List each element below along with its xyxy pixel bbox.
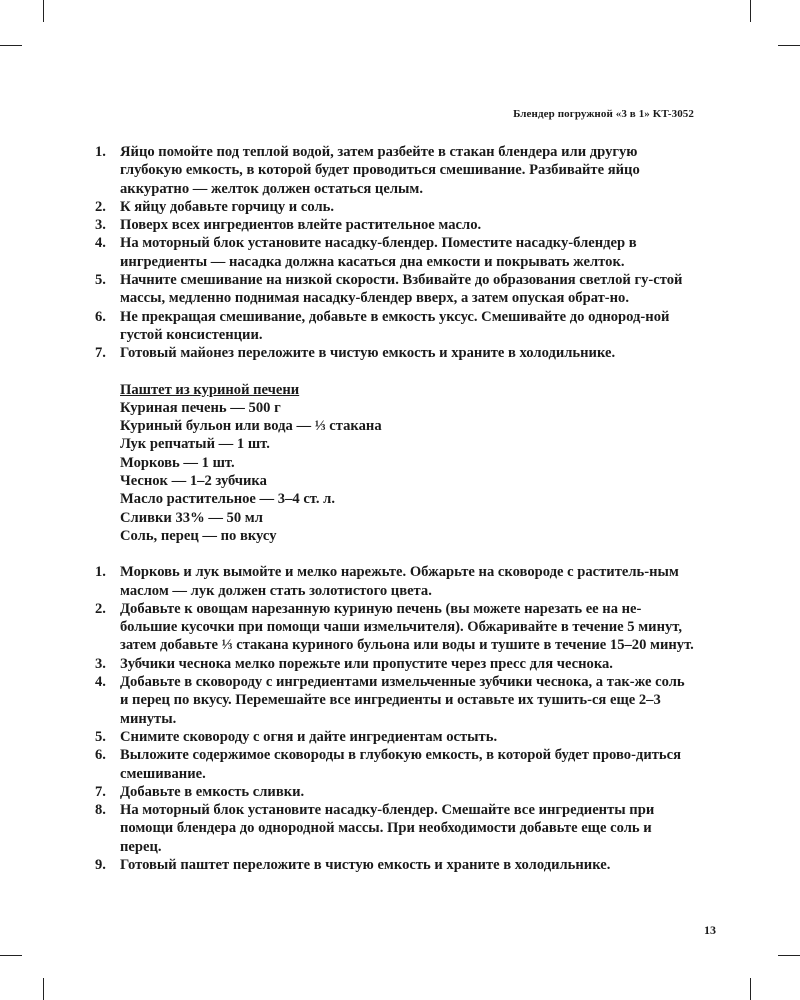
ingredient: Сливки 33% — 50 мл bbox=[120, 509, 263, 526]
ingredient: Соль, перец — по вкусу bbox=[120, 527, 277, 544]
ingredient: Масло растительное — 3–4 ст. л. bbox=[120, 491, 335, 508]
crop-mark bbox=[778, 955, 800, 956]
page-number: 13 bbox=[704, 923, 716, 937]
crop-mark bbox=[43, 978, 44, 1000]
list-item: 6. Не прекращая смешивание, добавьте в емкость уксус. Смешивайте до однород-ной густой консистенции. bbox=[95, 308, 670, 343]
list-item: 4. На моторный блок установите насадку-блендер. Поместите насадку-блендер в ингредиенты — насадка должна касаться дна емкости и покрывать желток. bbox=[95, 235, 637, 270]
list-item: 2. К яйцу добавьте горчицу и соль. bbox=[95, 198, 334, 215]
list-item: 7. Готовый майонез переложите в чистую емкость и храните в холодильнике. bbox=[95, 345, 616, 362]
list-item: 5. Начните смешивание на низкой скорости. Взбивайте до образования светлой гу-стой массы, медленно поднимая насадку-блендер вверх, а затем опуская обрат-но. bbox=[95, 272, 683, 307]
crop-mark bbox=[778, 45, 800, 46]
list-item: 4. Добавьте в сковороду с ингредиентами измельченные зубчики чеснока, а так-же соль и перец по вкусу. Перемешайте все ингредиенты и оставьте их тушить-ся еще 2–3 минуты. bbox=[95, 674, 685, 727]
list-item: 6. Выложите содержимое сковороды в глубокую емкость, в которой будет прово-диться смешивание. bbox=[95, 747, 681, 782]
ingredient: Чеснок — 1–2 зубчика bbox=[120, 473, 267, 490]
list-item: 3. Поверх всех ингредиентов влейте растительное масло. bbox=[95, 217, 482, 234]
crop-mark bbox=[0, 955, 22, 956]
running-header: Блендер погружной «3 в 1» KT-3052 bbox=[513, 108, 694, 120]
ingredient: Морковь — 1 шт. bbox=[120, 454, 235, 471]
list-item: 7. Добавьте в емкость сливки. bbox=[95, 783, 305, 800]
list-item: 5. Снимите сковороду с огня и дайте ингредиентам остыть. bbox=[95, 728, 498, 745]
crop-mark bbox=[0, 45, 22, 46]
pate-recipe bbox=[120, 381, 695, 546]
list-item: 8. На моторный блок установите насадку-блендер. Смешайте все ингредиенты при помощи блендера до однородной массы. При необходимости добавьте еще соль и перец. bbox=[95, 802, 655, 855]
recipe-title: Паштет из куриной печени bbox=[120, 381, 300, 398]
ingredient: Лук репчатый — 1 шт. bbox=[120, 436, 270, 453]
list-item: 9. Готовый паштет переложите в чистую емкость и храните в холодильнике. bbox=[95, 856, 611, 873]
crop-mark bbox=[750, 978, 751, 1000]
ingredient: Куриная печень — 500 г bbox=[120, 399, 281, 416]
ingredient: Куриный бульон или вода — ⅓ стакана bbox=[120, 418, 382, 435]
page-content bbox=[95, 143, 695, 874]
list-item: 1. Морковь и лук вымойте и мелко нарежьте. Обжарьте на сковороде с раститель-ным маслом — лук должен стать золотистого цвета. bbox=[95, 564, 679, 599]
pate-steps bbox=[95, 563, 695, 874]
list-item: 3. Зубчики чеснока мелко порежьте или пропустите через пресс для чеснока. bbox=[95, 655, 613, 672]
list-item: 2. Добавьте к овощам нарезанную куриную печень (вы можете нарезать ее на не-большие кусочки при помощи чаши измельчителя). Обжаривайте в течение 5 минут, затем добавьте ⅓ стакана куриного бульона или воды и тушите в течение 15–20 минут. bbox=[95, 600, 694, 654]
list-item: 1. Яйцо помойте под теплой водой, затем разбейте в стакан блендера или другую глубокую емкость, в которой будет проводиться смешивание. Разбивайте яйцо аккуратно — желток должен остаться целым. bbox=[95, 144, 640, 197]
crop-mark bbox=[43, 0, 44, 22]
mayonnaise-steps bbox=[95, 143, 695, 363]
crop-mark bbox=[750, 0, 751, 22]
